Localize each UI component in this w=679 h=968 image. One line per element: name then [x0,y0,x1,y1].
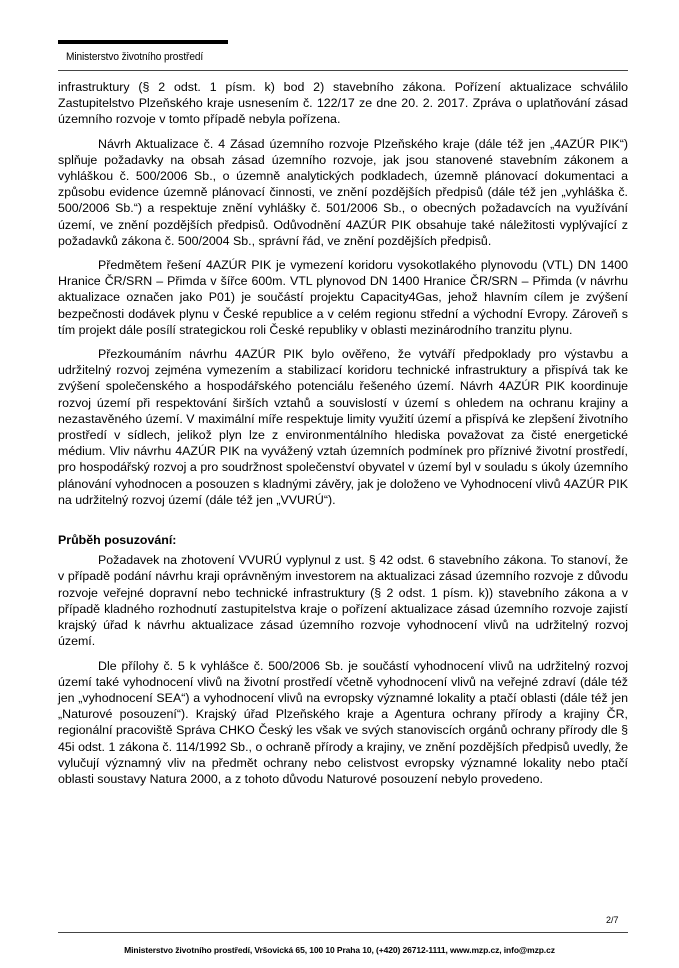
paragraph-5: Požadavek na zhotovení VVURÚ vyplynul z ust. § 42 odst. 6 stavebního zákona. To stanoví, že v případě podání návrhu kraji oprávněným investorem na aktualizaci zásad územního rozvoje z důvodu rozvoje veřejné dopravní nebo technické infrastruktury (§ 2 odst. 1 písm. k)) stavebního zákona a v případě kladného rozhodnutí zastupitelstva kraje o pořízení aktualizace zásad územního rozvoje zajistí krajský úřad k návrhu aktualizace zásad územního rozvoje vyhodnocení vlivů na udržitelný rozvoj území. [58,553,628,649]
page-number: 2/7 [606,915,619,925]
paragraph-1: infrastruktury (§ 2 odst. 1 písm. k) bod 2) stavebního zákona. Pořízení aktualizace schválilo Zastupitelstvo Plzeňského kraje usnesením č. 122/17 ze dne 20. 2. 2017. Zpráva o uplatňování zásad územního rozvoje v tomto případě nebyla pořízena. [58,80,628,127]
paragraph-6: Dle přílohy č. 5 k vyhlášce č. 500/2006 Sb. je součástí vyhodnocení vlivů na udržitelný rozvoj území také vyhodnocení vlivů na životní prostředí včetně vyhodnocení vlivů na veřejné zdraví (dále též jen „vyhodnocení SEA“) a vyhodnocení vlivů na evropsky významné lokality a ptačí oblasti (dále též jen „Naturové posouzení“). Krajský úřad Plzeňského kraje a Agentura ochrany přírody a krajiny ČR, regionální pracoviště Správa CHKO Český les však ve svých stanoviscích orgánů ochrany přírody dle § 45i odst. 1 zákona č. 114/1992 Sb., o ochraně přírody a krajiny, ve znění pozdějších předpisů uvedly, že vylučují významný vliv na předmět ochrany nebo celistvost evropsky významné lokality nebo ptačí oblasti soustavy Natura 2000, a z tohoto důvodu Naturové posouzení nebylo provedeno. [58,658,628,786]
header-divider [58,70,628,71]
ministry-name: Ministerstvo životního prostředí [66,51,204,63]
section-heading: Průběh posuzování: [58,533,177,548]
header-logo-bar [58,40,228,44]
paragraph-3: Předmětem řešení 4AZÚR PIK je vymezení koridoru vysokotlakého plynovodu (VTL) DN 1400 Hranice ČR/SRN – Přimda v šířce 600m. VTL plynovod DN 1400 Hranice ČR/SRN – Přimda (v návrhu aktualizace označen jako P01) je součástí projektu Capacity4Gas, jehož hlavním cílem je zvýšení bezpečnosti dodávek plynu v České republice a v celém regionu střední a východní Evropy. Zároveň s tím projekt dále posílí strategickou roli České republiky v oblasti mezinárodního tranzitu plynu. [58,258,628,337]
paragraph-4: Přezkoumáním návrhu 4AZÚR PIK bylo ověřeno, že vytváří předpoklady pro výstavbu a udržitelný rozvoj zejména vymezením a stabilizací koridoru technické infrastruktury a přispívá tak ke zvýšení společenského a hospodářského potenciálu řešeného území. Návrh 4AZÚR PIK koordinuje rozvoj území při respektování širších vztahů a souvislostí v území s ohledem na ochranu krajiny a nezastavěného území. V maximální míře respektuje limity využití území a přispívá ke zlepšení životního prostředí v sídlech, jelikož plyn lze z environmentálního hlediska považovat za čisté energetické médium. Vliv návrhu 4AZÚR PIK na vyvážený vztah územních podmínek pro příznivé životní prostředí, pro hospodářský rozvoj a pro soudržnost společenství obyvatel v území byl v souladu s úkoly územního plánování vyhodnocen a posouzen s kladnými závěry, jak je doloženo ve Vyhodnocení vlivů 4AZÚR PIK na udržitelný rozvoj území (dále též jen „VVURÚ“). [58,347,628,507]
footer-divider [58,932,628,933]
document-body [58,79,628,795]
paragraph-2: Návrh Aktualizace č. 4 Zásad územního rozvoje Plzeňského kraje (dále též jen „4AZÚR PIK“) splňuje požadavky na obsah zásad územního rozvoje, jak jsou stanovené stavebním zákonem a vyhláškou č. 500/2006 Sb., o územně analytických podkladech, územně plánovací dokumentaci a způsobu evidence územně plánovací činnosti, ve znění pozdějších předpisů (dále též jen „vyhláška č. 500/2006 Sb.“) a respektuje znění vyhlášky č. 501/2006 Sb., o obecných požadavcích na využívání území, ve znění pozdějších předpisů. Odůvodnění 4AZÚR PIK obsahuje také náležitosti vyplývající z požadavků zákona č. 500/2004 Sb., správní řád, ve znění pozdějších předpisů. [58,136,628,248]
footer-contact: Ministerstvo životního prostředí, Vršovická 65, 100 10 Praha 10, (+420) 26712-1111, www.mzp.cz, info@mzp.cz [124,945,555,955]
